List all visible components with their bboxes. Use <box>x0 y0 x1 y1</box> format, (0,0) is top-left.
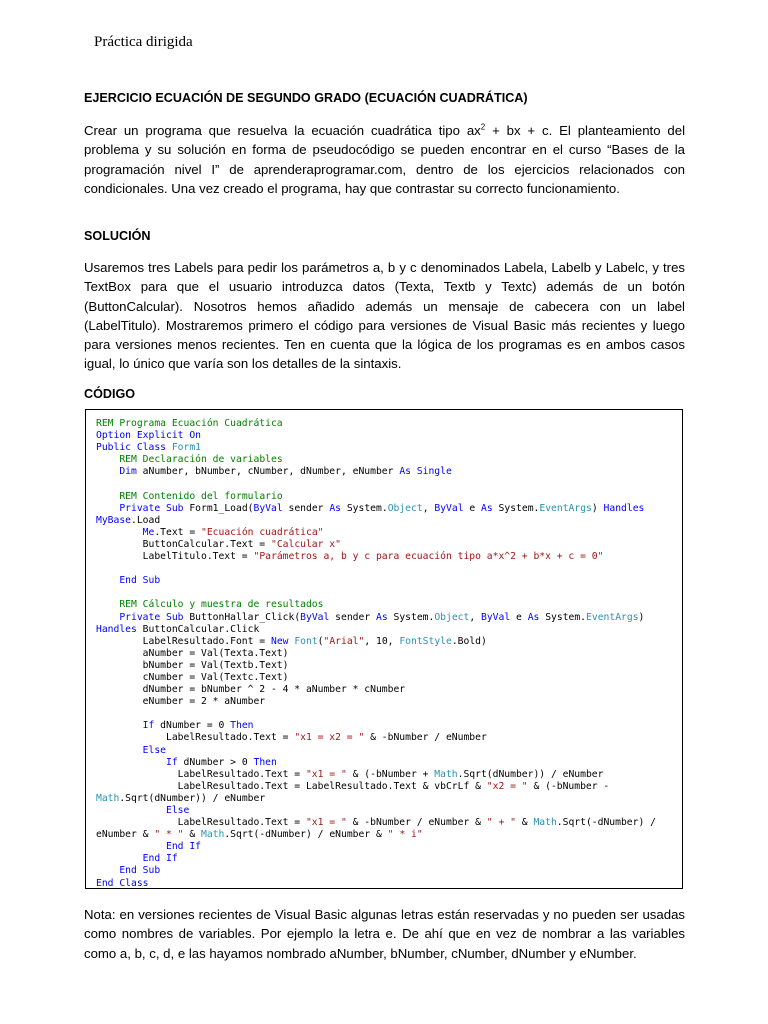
code-line <box>96 454 656 466</box>
code-line <box>96 672 656 684</box>
code-line <box>96 853 656 865</box>
code-token: End Sub <box>119 575 161 587</box>
code-line <box>96 781 656 793</box>
code-token: Font <box>294 635 318 647</box>
code-line <box>96 648 656 660</box>
code-token: & <box>515 817 534 829</box>
code-token: .Sqrt(dNumber)) / eNumber <box>457 768 604 780</box>
code-token: Math <box>434 768 458 780</box>
code-token <box>96 805 166 816</box>
code-token: REM Declaración de variables <box>119 454 283 466</box>
code-token <box>96 575 119 586</box>
code-token: ) <box>591 502 604 514</box>
code-token: sender <box>282 502 330 514</box>
code-token: Dim <box>119 466 137 478</box>
code-token: End If <box>142 853 178 865</box>
code-token: LabelResultado.Font = <box>96 635 271 647</box>
code-token: As Single <box>399 466 452 478</box>
code-line <box>96 745 656 757</box>
code-line <box>96 491 656 503</box>
code-token <box>96 599 119 610</box>
code-token <box>96 720 143 731</box>
code-token: ) <box>638 611 645 623</box>
code-token: REM Programa Ecuación Cuadrática <box>96 418 283 429</box>
code-token: ButtonHallar_Click( <box>183 611 301 623</box>
code-line <box>96 624 656 636</box>
code-token: .Load <box>131 514 161 526</box>
code-token: e <box>510 611 528 623</box>
code-token: Then <box>230 720 254 732</box>
code-token: MyBase <box>96 514 131 526</box>
code-line <box>96 515 656 527</box>
code-token: .Sqrt(-dNumber) / <box>556 817 656 829</box>
code-line <box>96 478 656 490</box>
code-line <box>96 708 656 720</box>
code-token: .Sqrt(dNumber)) / eNumber <box>119 792 266 804</box>
code-token: & <box>183 829 201 841</box>
code-token: , <box>422 502 435 514</box>
code-token <box>96 757 166 768</box>
code-token: New <box>270 635 289 647</box>
code-token: LabelResultado.Text = LabelResultado.Text & vbCrLf & <box>96 780 487 792</box>
code-token <box>96 745 143 756</box>
code-token: Then <box>253 756 277 768</box>
code-token: & -bNumber / eNumber & <box>346 817 487 829</box>
code-token: As <box>376 611 388 623</box>
code-token: bNumber = Val(Textb.Text) <box>96 659 289 671</box>
code-token: .Text = <box>154 526 202 538</box>
code-token: Math <box>96 792 120 804</box>
code-token: Form1 <box>171 442 201 454</box>
code-token: dNumber > 0 <box>177 756 254 768</box>
code-line <box>96 878 656 890</box>
code-token: " * " <box>154 829 184 841</box>
code-token <box>96 841 166 852</box>
code-token: Handles <box>603 502 645 514</box>
code-token: LabelResultado.Text = <box>96 732 295 744</box>
code-line <box>96 660 656 672</box>
exercise-description <box>84 121 685 198</box>
exponent: 2 <box>480 122 486 132</box>
code-token: If <box>142 720 155 732</box>
code-line <box>96 563 656 575</box>
code-token: & (-bNumber + <box>346 768 435 780</box>
code-token: System. <box>341 502 388 514</box>
code-token: Handles <box>96 623 137 635</box>
code-token: "Calcular x" <box>270 538 341 550</box>
code-line <box>96 696 656 708</box>
page-header: Práctica dirigida <box>94 34 193 50</box>
code-token: , 10, <box>364 635 400 647</box>
code-token <box>96 491 119 502</box>
code-token: Object <box>387 502 423 514</box>
code-token: "x1 = x2 = " <box>294 732 365 744</box>
code-line <box>96 865 656 877</box>
code-token: .Sqrt(-dNumber) / eNumber & <box>224 829 388 841</box>
code-token: "Ecuación cuadrática" <box>201 526 324 538</box>
exercise-text-before: Crear un programa que resuelva la ecuación cuadrática tipo ax <box>84 123 481 138</box>
code-token: System. <box>387 611 435 623</box>
code-line <box>96 841 656 853</box>
code-line <box>96 720 656 732</box>
code-token: ByVal <box>481 611 511 623</box>
code-line <box>96 612 656 624</box>
code-box <box>85 409 683 889</box>
code-token: As <box>481 502 493 514</box>
code-token: REM Contenido del formulario <box>119 490 283 502</box>
code-token: As <box>329 502 342 514</box>
code-token <box>96 503 119 514</box>
code-token: "x1 = " <box>305 817 347 829</box>
exercise-title: EJERCICIO ECUACIÓN DE SEGUNDO GRADO (ECUACIÓN CUADRÁTICA) <box>84 91 528 105</box>
code-token: REM Cálculo y muestra de resultados <box>119 599 324 611</box>
code-token <box>96 454 119 465</box>
code-line <box>96 418 656 430</box>
solution-text: Usaremos tres Labels para pedir los parámetros a, b y c denominados Labela, Labelb y Labelc, y tres TextBox para que el usuario introduzca datos (Texta, Textb y Textc) además de un botón (ButtonCalcular). Nosotros hemos añadido además un mensaje de cabecera con un label (LabelTitulo). Mostraremos primero el código para versiones de Visual Basic más recientes y luego para versiones menos recientes. Ten en cuenta que la lógica de los programas es en ambos casos igual, lo único que varía son los detalles de la sintaxis. <box>84 260 685 372</box>
code-token: ( <box>317 635 324 647</box>
code-token: Math <box>201 829 225 841</box>
code-token: & -bNumber / eNumber <box>364 732 487 744</box>
code-token: System. <box>539 611 587 623</box>
code-token: .Bold) <box>451 635 487 647</box>
code-token: System. <box>492 502 540 514</box>
code-token <box>96 466 119 477</box>
code-token: Public Class <box>96 442 172 454</box>
code-token: EventArgs <box>586 611 639 623</box>
code-token: Me <box>142 526 155 538</box>
code-line <box>96 442 656 454</box>
code-token: dNumber = bNumber ^ 2 - 4 * aNumber * cNumber <box>96 684 406 696</box>
code-token: Math <box>533 817 557 829</box>
code-line <box>96 503 656 515</box>
code-token: "Arial" <box>323 635 365 647</box>
code-title: CÓDIGO <box>84 387 136 401</box>
code-line <box>96 587 656 599</box>
code-token: Form1_Load( <box>183 502 254 514</box>
code-token: e <box>463 502 482 514</box>
code-token: As <box>527 611 540 623</box>
code-listing <box>96 418 656 890</box>
code-token: If <box>166 756 178 768</box>
code-token <box>96 853 143 864</box>
code-token: aNumber = Val(Texta.Text) <box>96 647 289 659</box>
code-line <box>96 539 656 551</box>
code-token: End Sub <box>119 865 161 877</box>
code-line <box>96 805 656 817</box>
code-token: ByVal <box>253 502 283 514</box>
code-line <box>96 769 656 781</box>
solution-title: SOLUCIÓN <box>84 229 151 243</box>
code-token <box>96 865 119 876</box>
code-line <box>96 757 656 769</box>
code-token: aNumber, bNumber, cNumber, dNumber, eNumber <box>136 466 400 478</box>
code-line <box>96 527 656 539</box>
code-line <box>96 430 656 442</box>
code-token: Option Explicit On <box>96 430 201 442</box>
code-token: " * i" <box>387 829 423 841</box>
code-token: End Class <box>96 877 149 889</box>
code-token: "x2 = " <box>486 780 528 792</box>
code-token: ByVal <box>300 611 330 623</box>
code-token: eNumber & <box>96 829 155 841</box>
code-token: LabelResultado.Text = <box>96 817 306 829</box>
code-line <box>96 551 656 563</box>
code-token: End If <box>166 841 201 853</box>
code-token: "Parámetros a, b y c para ecuación tipo a*x^2 + b*x + c = 0" <box>253 551 604 563</box>
code-line <box>96 732 656 744</box>
code-token: ButtonCalcular.Click <box>136 623 260 635</box>
code-token: dNumber = 0 <box>154 720 231 732</box>
code-token <box>96 612 119 623</box>
code-line <box>96 599 656 611</box>
code-line <box>96 793 656 805</box>
code-token: EventArgs <box>539 502 592 514</box>
code-line <box>96 817 656 829</box>
code-line <box>96 466 656 478</box>
code-line <box>96 829 656 841</box>
note-text: Nota: en versiones recientes de Visual Basic algunas letras están reservadas y no pueden ser usadas como nombres de variables. Por ejemplo la letra e. De ahí que en vez de nombrar a las variables como a, b, c, d, e las hayamos nombrado aNumber, bNumber, cNumber, dNumber y eNumber. <box>84 907 685 961</box>
code-token: Private Sub <box>119 611 184 623</box>
code-token: , <box>469 611 482 623</box>
code-token: & (-bNumber - <box>527 780 610 792</box>
code-token: LabelResultado.Text = <box>96 768 306 780</box>
code-token: Object <box>434 611 470 623</box>
code-token: FontStyle <box>399 635 452 647</box>
code-line <box>96 575 656 587</box>
code-token: "x1 = " <box>305 768 347 780</box>
code-token: eNumber = 2 * aNumber <box>96 696 266 708</box>
code-token: ByVal <box>434 502 464 514</box>
code-token: Else <box>142 744 167 756</box>
code-token: ButtonCalcular.Text = <box>96 538 271 550</box>
code-token: " + " <box>486 817 516 829</box>
code-token: sender <box>329 611 376 623</box>
exercise-text-after: + bx + c. El planteamiento del problema y su solución en forma de pseudocódigo se pueden encontrar en el curso “Bases de la programación nivel I” de aprenderaprogramar.com, dentro de los ejercicios relacionados con condicionales. Una vez creado el programa, hay que contrastar su correcto funcionamiento. <box>84 123 685 196</box>
code-token <box>96 527 143 538</box>
code-line <box>96 684 656 696</box>
code-token: cNumber = Val(Textc.Text) <box>96 671 289 683</box>
code-token: Else <box>166 805 190 816</box>
code-token: Private Sub <box>119 502 184 514</box>
code-token: LabelTitulo.Text = <box>96 551 254 563</box>
code-line <box>96 636 656 648</box>
